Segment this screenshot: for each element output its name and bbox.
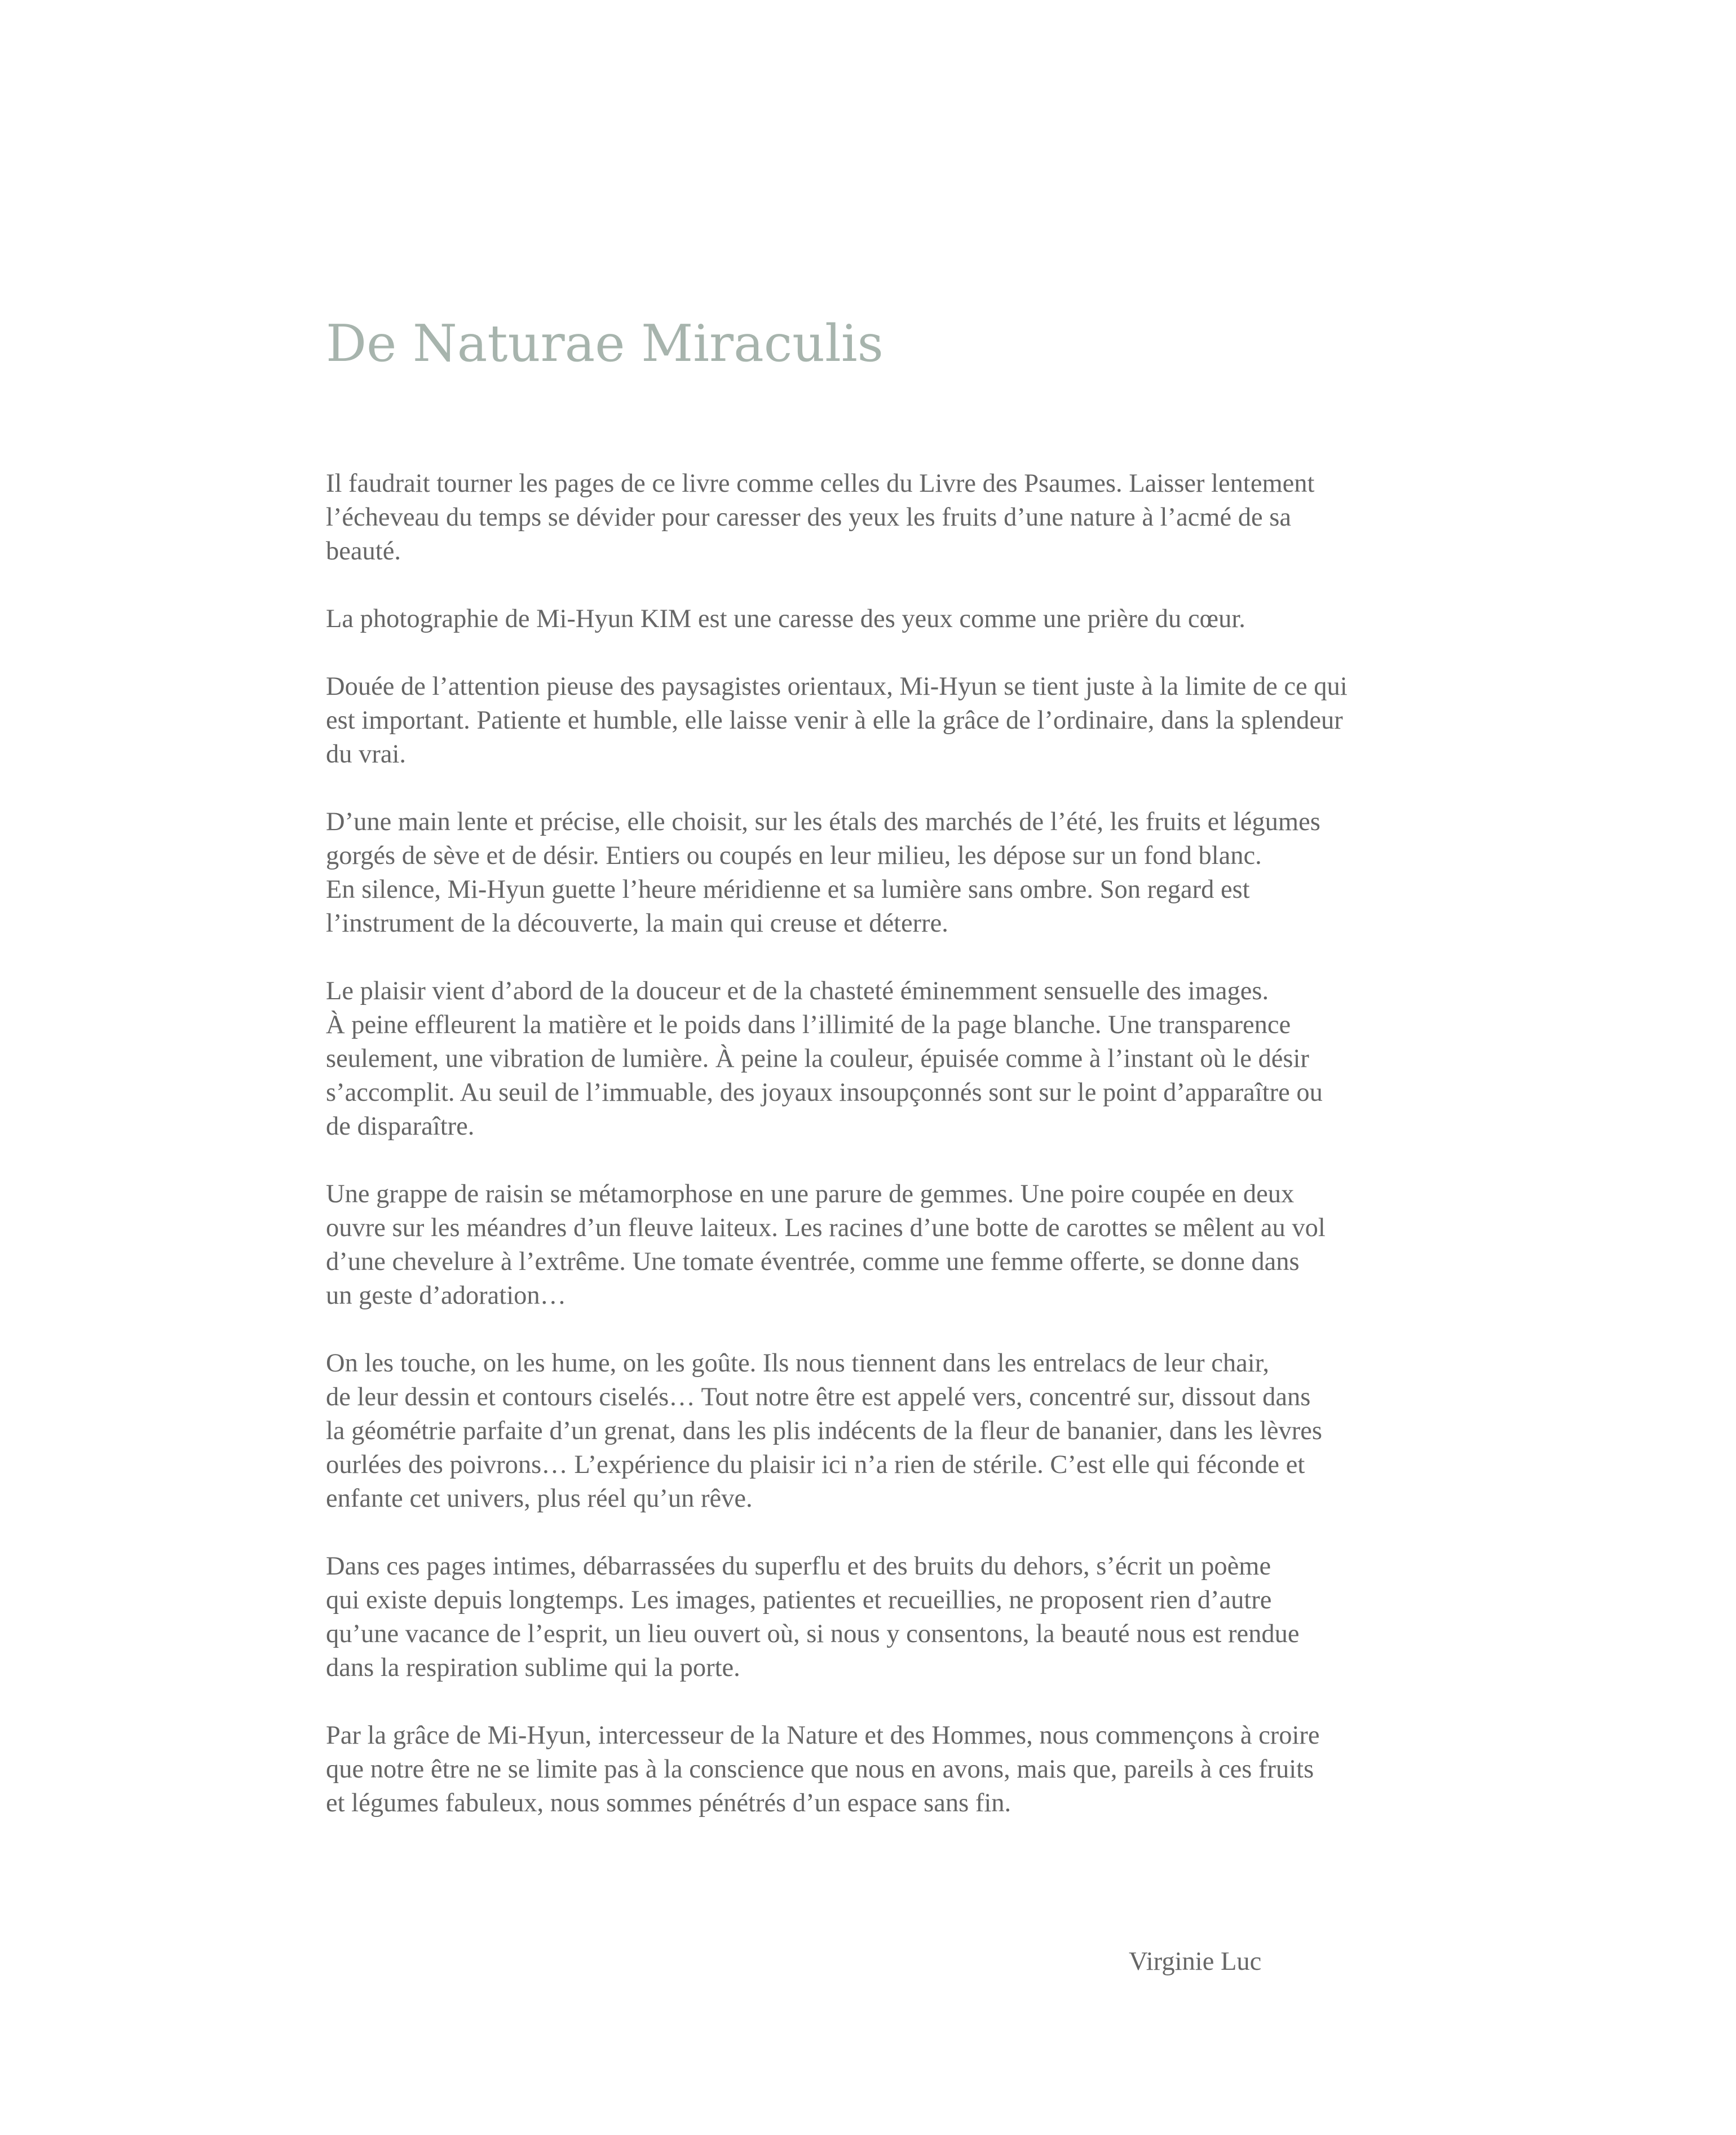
paragraph-line: et légumes fabuleux, nous sommes pénétrés d’un espace sans fin.: [326, 1789, 1011, 1818]
paragraph-line: seulement, une vibration de lumière. À peine la couleur, épuisée comme à l’instant où le désir: [326, 1044, 1309, 1073]
body-paragraph: [326, 670, 1510, 771]
paragraph-line: D’une main lente et précise, elle choisit, sur les étals des marchés de l’été, les fruits et légumes: [326, 808, 1320, 836]
paragraph-line: est important. Patiente et humble, elle laisse venir à elle la grâce de l’ordinaire, dans la splendeur: [326, 706, 1343, 735]
body-paragraph: [326, 1347, 1510, 1516]
document-title: De Naturae Miraculis: [326, 314, 884, 373]
paragraph-line: d’une chevelure à l’extrême. Une tomate éventrée, comme une femme offerte, se donne dans: [326, 1247, 1300, 1276]
paragraph-line: Le plaisir vient d’abord de la douceur et de la chasteté éminemment sensuelle des images.: [326, 977, 1269, 1005]
paragraph-line: Il faudrait tourner les pages de ce livre comme celles du Livre des Psaumes. Laisser lentement: [326, 469, 1315, 498]
body-paragraph: [326, 805, 1510, 941]
paragraph-line: du vrai.: [326, 740, 407, 769]
paragraph-line: l’instrument de la découverte, la main qui creuse et déterre.: [326, 909, 948, 938]
paragraph-line: Dans ces pages intimes, débarrassées du superflu et des bruits du dehors, s’écrit un poème: [326, 1552, 1271, 1581]
author-signature: Virginie Luc: [1129, 1947, 1262, 1976]
body-paragraph: [326, 1177, 1510, 1313]
document-body: [326, 467, 1510, 1854]
body-paragraph: [326, 602, 1510, 636]
body-paragraph: [326, 467, 1510, 568]
paragraph-line: À peine effleurent la matière et le poids dans l’illimité de la page blanche. Une transparence: [326, 1011, 1291, 1039]
paragraph-line: dans la respiration sublime qui la porte.: [326, 1653, 740, 1682]
paragraph-line: s’accomplit. Au seuil de l’immuable, des joyaux insoupçonnés sont sur le point d’apparaître ou: [326, 1078, 1323, 1107]
body-paragraph: [326, 1719, 1510, 1820]
body-paragraph: [326, 1550, 1510, 1685]
paragraph-line: qui existe depuis longtemps. Les images, patientes et recueillies, ne proposent rien d’autre: [326, 1586, 1272, 1615]
paragraph-line: la géométrie parfaite d’un grenat, dans les plis indécents de la fleur de bananier, dans les lèvres: [326, 1417, 1323, 1445]
paragraph-line: un geste d’adoration…: [326, 1281, 567, 1310]
paragraph-line: Par la grâce de Mi-Hyun, intercesseur de la Nature et des Hommes, nous commençons à croire: [326, 1721, 1320, 1750]
paragraph-line: ourlées des poivrons… L’expérience du plaisir ici n’a rien de stérile. C’est elle qui féconde et: [326, 1450, 1305, 1479]
paragraph-line: que notre être ne se limite pas à la conscience que nous en avons, mais que, pareils à ces fruits: [326, 1755, 1314, 1784]
paragraph-line: beauté.: [326, 537, 401, 566]
body-paragraph: [326, 974, 1510, 1144]
paragraph-line: enfante cet univers, plus réel qu’un rêve.: [326, 1484, 753, 1513]
paragraph-line: Douée de l’attention pieuse des paysagistes orientaux, Mi-Hyun se tient juste à la limite de ce qui: [326, 672, 1348, 701]
paragraph-line: l’écheveau du temps se dévider pour caresser des yeux les fruits d’une nature à l’acmé de sa: [326, 503, 1292, 532]
paragraph-line: On les touche, on les hume, on les goûte. Ils nous tiennent dans les entrelacs de leur chair,: [326, 1349, 1269, 1378]
paragraph-line: gorgés de sève et de désir. Entiers ou coupés en leur milieu, les dépose sur un fond blanc.: [326, 841, 1262, 870]
paragraph-line: de disparaître.: [326, 1112, 475, 1141]
paragraph-line: En silence, Mi-Hyun guette l’heure méridienne et sa lumière sans ombre. Son regard est: [326, 875, 1250, 904]
paragraph-line: La photographie de Mi-Hyun KIM est une caresse des yeux comme une prière du cœur.: [326, 605, 1245, 633]
paragraph-line: Une grappe de raisin se métamorphose en une parure de gemmes. Une poire coupée en deux: [326, 1180, 1295, 1208]
paragraph-line: de leur dessin et contours ciselés… Tout notre être est appelé vers, concentré sur, dissout dans: [326, 1383, 1311, 1411]
paragraph-line: ouvre sur les méandres d’un fleuve laiteux. Les racines d’une botte de carottes se mêlent au vol: [326, 1214, 1326, 1242]
paragraph-line: qu’une vacance de l’esprit, un lieu ouvert où, si nous y consentons, la beauté nous est rendue: [326, 1620, 1300, 1648]
